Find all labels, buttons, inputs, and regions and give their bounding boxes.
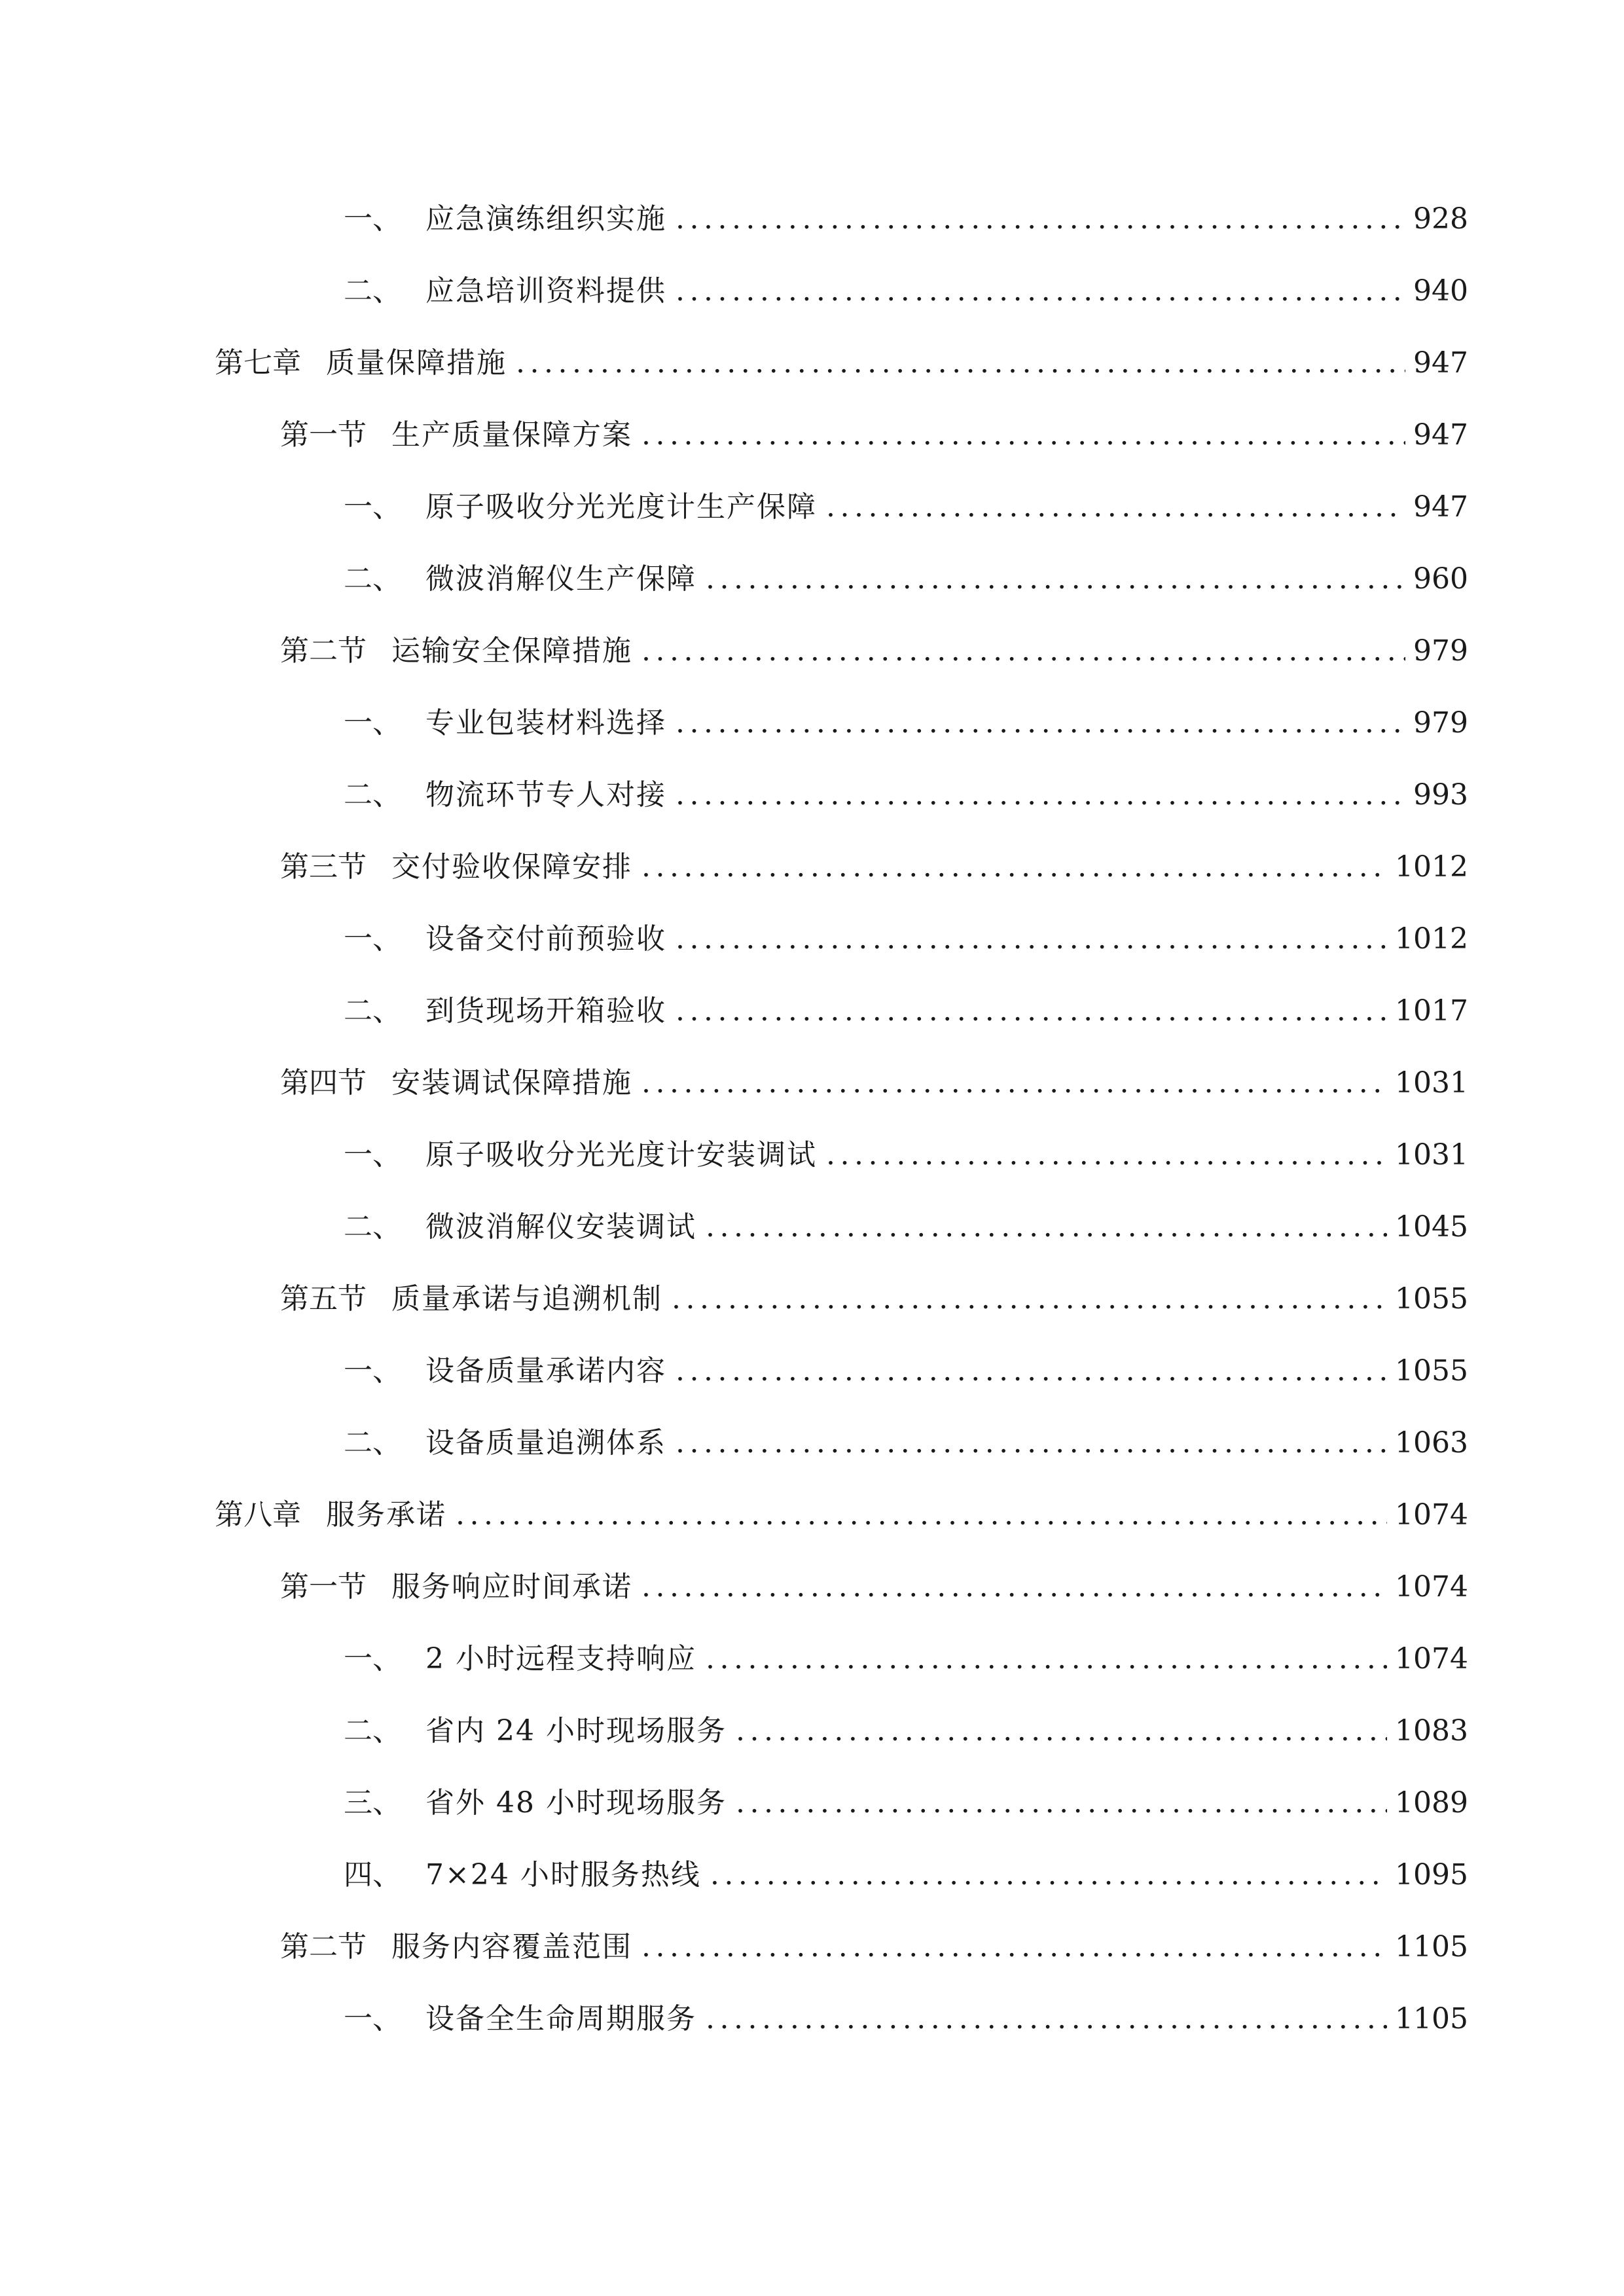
toc-entry-page: 1105	[1395, 2002, 1468, 2036]
toc-entry-prefix: 第二节	[280, 1930, 367, 1964]
toc-entry-title: 服务承诺	[326, 1498, 446, 1532]
dot-leader	[641, 1057, 1387, 1109]
dot-leader	[516, 337, 1405, 389]
toc-entry-prefix: 第一节	[280, 418, 367, 452]
toc-section[interactable]	[280, 1561, 1468, 1613]
toc-entry-title: 设备质量追溯体系	[425, 1426, 666, 1460]
toc-entry-page: 1012	[1395, 850, 1468, 884]
toc-entry-title: 微波消解仪安装调试	[425, 1210, 696, 1244]
toc-entry-title: 7×24 小时服务热线	[425, 1858, 701, 1892]
toc-entry-page: 1095	[1395, 1858, 1468, 1892]
toc-entry-prefix: 第七章	[215, 346, 301, 380]
toc-entry-page: 993	[1413, 778, 1468, 812]
toc-entry-page: 1031	[1395, 1138, 1468, 1172]
toc-entry-page: 1055	[1395, 1354, 1468, 1388]
toc-entry-page: 960	[1413, 562, 1468, 596]
toc-entry-prefix: 一、	[344, 490, 401, 524]
toc-entry[interactable]	[344, 193, 1468, 245]
dot-leader	[736, 1705, 1387, 1757]
toc-entry[interactable]	[344, 265, 1468, 317]
toc-section[interactable]	[280, 841, 1468, 893]
toc-entry-prefix: 二、	[344, 562, 401, 596]
toc-entry-prefix: 四、	[344, 1858, 401, 1892]
toc-section[interactable]	[280, 625, 1468, 677]
toc-entry-prefix: 第一节	[280, 1570, 367, 1604]
toc-entry-page: 1012	[1395, 922, 1468, 956]
dot-leader	[676, 1345, 1387, 1397]
dot-leader	[710, 1849, 1387, 1901]
toc-entry-prefix: 一、	[344, 1138, 401, 1172]
toc-entry-page: 1017	[1395, 994, 1468, 1028]
dot-leader	[706, 1993, 1387, 2045]
toc-entry-prefix: 二、	[344, 1210, 401, 1244]
toc-entry-page: 1055	[1395, 1282, 1468, 1316]
dot-leader	[676, 697, 1405, 749]
toc-entry[interactable]	[344, 1417, 1468, 1469]
toc-section[interactable]	[280, 1057, 1468, 1109]
toc-entry-page: 1089	[1395, 1786, 1468, 1820]
toc-entry[interactable]	[344, 913, 1468, 965]
toc-entry-prefix: 一、	[344, 2002, 401, 2036]
toc-chapter[interactable]	[215, 1489, 1468, 1541]
toc-entry-prefix: 一、	[344, 202, 401, 236]
toc-entry-prefix: 第八章	[215, 1498, 301, 1532]
toc-entry-title: 应急培训资料提供	[425, 274, 666, 308]
toc-section[interactable]	[280, 1921, 1468, 1973]
toc-entry-title: 原子吸收分光光度计安装调试	[425, 1138, 817, 1172]
toc-entry-title: 生产质量保障方案	[391, 418, 632, 452]
toc-entry[interactable]	[344, 985, 1468, 1037]
toc-entry-title: 质量保障措施	[326, 346, 507, 380]
toc-section[interactable]	[280, 409, 1468, 461]
toc-entry-prefix: 一、	[344, 706, 401, 740]
toc-entry-title: 服务内容覆盖范围	[391, 1930, 632, 1964]
toc-entry[interactable]	[344, 481, 1468, 533]
toc-entry-title: 设备全生命周期服务	[425, 2002, 696, 2036]
toc-entry-title: 交付验收保障安排	[391, 850, 632, 884]
toc-entry[interactable]	[344, 1201, 1468, 1253]
toc-entry-page: 1074	[1395, 1570, 1468, 1604]
toc-entry-prefix: 第五节	[280, 1282, 367, 1316]
toc-entry-title: 服务响应时间承诺	[391, 1570, 632, 1604]
toc-entry-title: 设备质量承诺内容	[425, 1354, 666, 1388]
toc-entry-prefix: 二、	[344, 994, 401, 1028]
dot-leader	[641, 409, 1405, 461]
dot-leader	[676, 769, 1405, 821]
toc-entry[interactable]	[344, 553, 1468, 605]
toc-entry-page: 947	[1413, 418, 1468, 452]
dot-leader	[736, 1777, 1387, 1829]
toc-entry-page: 940	[1413, 274, 1468, 308]
toc-entry-page: 947	[1413, 490, 1468, 524]
toc-entry-prefix: 一、	[344, 922, 401, 956]
toc-entry-title: 2 小时远程支持响应	[425, 1642, 696, 1676]
toc-entry[interactable]	[344, 1633, 1468, 1685]
toc-entry-page: 1031	[1395, 1066, 1468, 1100]
dot-leader	[676, 265, 1405, 317]
toc-entry-page: 928	[1413, 202, 1468, 236]
toc-entry-page: 1063	[1395, 1426, 1468, 1460]
toc-entry[interactable]	[344, 1705, 1468, 1757]
toc-entry-prefix: 二、	[344, 1714, 401, 1748]
toc-entry[interactable]	[344, 1777, 1468, 1829]
toc-entry-page: 1083	[1395, 1714, 1468, 1748]
toc-entry-page: 979	[1413, 634, 1468, 668]
dot-leader	[676, 985, 1387, 1037]
toc-entry-page: 1105	[1395, 1930, 1468, 1964]
dot-leader	[641, 841, 1387, 893]
toc-entry-title: 专业包装材料选择	[425, 706, 666, 740]
toc-entry-title: 质量承诺与追溯机制	[391, 1282, 662, 1316]
dot-leader	[706, 553, 1405, 605]
toc-entry-page: 1074	[1395, 1498, 1468, 1532]
dot-leader	[672, 1273, 1387, 1325]
toc-entry-prefix: 三、	[344, 1786, 401, 1820]
toc-entry-prefix: 第三节	[280, 850, 367, 884]
dot-leader	[456, 1489, 1387, 1541]
toc-entry[interactable]	[344, 1849, 1468, 1901]
toc-entry[interactable]	[344, 1129, 1468, 1181]
toc-entry-prefix: 第二节	[280, 634, 367, 668]
dot-leader	[676, 1417, 1387, 1469]
dot-leader	[826, 481, 1405, 533]
toc-section[interactable]	[280, 1273, 1468, 1325]
toc-entry-prefix: 二、	[344, 274, 401, 308]
dot-leader	[706, 1201, 1387, 1253]
dot-leader	[676, 193, 1405, 245]
toc-entry-title: 运输安全保障措施	[391, 634, 632, 668]
dot-leader	[826, 1129, 1387, 1181]
toc-entry[interactable]	[344, 1993, 1468, 2045]
dot-leader	[641, 1921, 1387, 1973]
toc-entry[interactable]	[344, 697, 1468, 749]
dot-leader	[676, 913, 1387, 965]
toc-entry-page: 979	[1413, 706, 1468, 740]
toc-entry-title: 应急演练组织实施	[425, 202, 666, 236]
toc-entry-title: 设备交付前预验收	[425, 922, 666, 956]
toc-entry-title: 省外 48 小时现场服务	[425, 1786, 727, 1820]
dot-leader	[641, 625, 1405, 677]
toc-entry-prefix: 第四节	[280, 1066, 367, 1100]
toc-entry-title: 原子吸收分光光度计生产保障	[425, 490, 817, 524]
toc-entry-title: 物流环节专人对接	[425, 778, 666, 812]
toc-entry-page: 1045	[1395, 1210, 1468, 1244]
toc-entry-title: 微波消解仪生产保障	[425, 562, 696, 596]
toc-entry-title: 到货现场开箱验收	[425, 994, 666, 1028]
toc-entry-title: 省内 24 小时现场服务	[425, 1714, 727, 1748]
toc-entry[interactable]	[344, 769, 1468, 821]
toc-entry-prefix: 一、	[344, 1642, 401, 1676]
toc-chapter[interactable]	[215, 337, 1468, 389]
dot-leader	[706, 1633, 1387, 1685]
toc-entry-prefix: 二、	[344, 1426, 401, 1460]
toc-entry-title: 安装调试保障措施	[391, 1066, 632, 1100]
toc-entry-prefix: 二、	[344, 778, 401, 812]
toc-entry-page: 947	[1413, 346, 1468, 380]
toc-entry-page: 1074	[1395, 1642, 1468, 1676]
toc-entry[interactable]	[344, 1345, 1468, 1397]
toc-entry-prefix: 一、	[344, 1354, 401, 1388]
dot-leader	[641, 1561, 1387, 1613]
